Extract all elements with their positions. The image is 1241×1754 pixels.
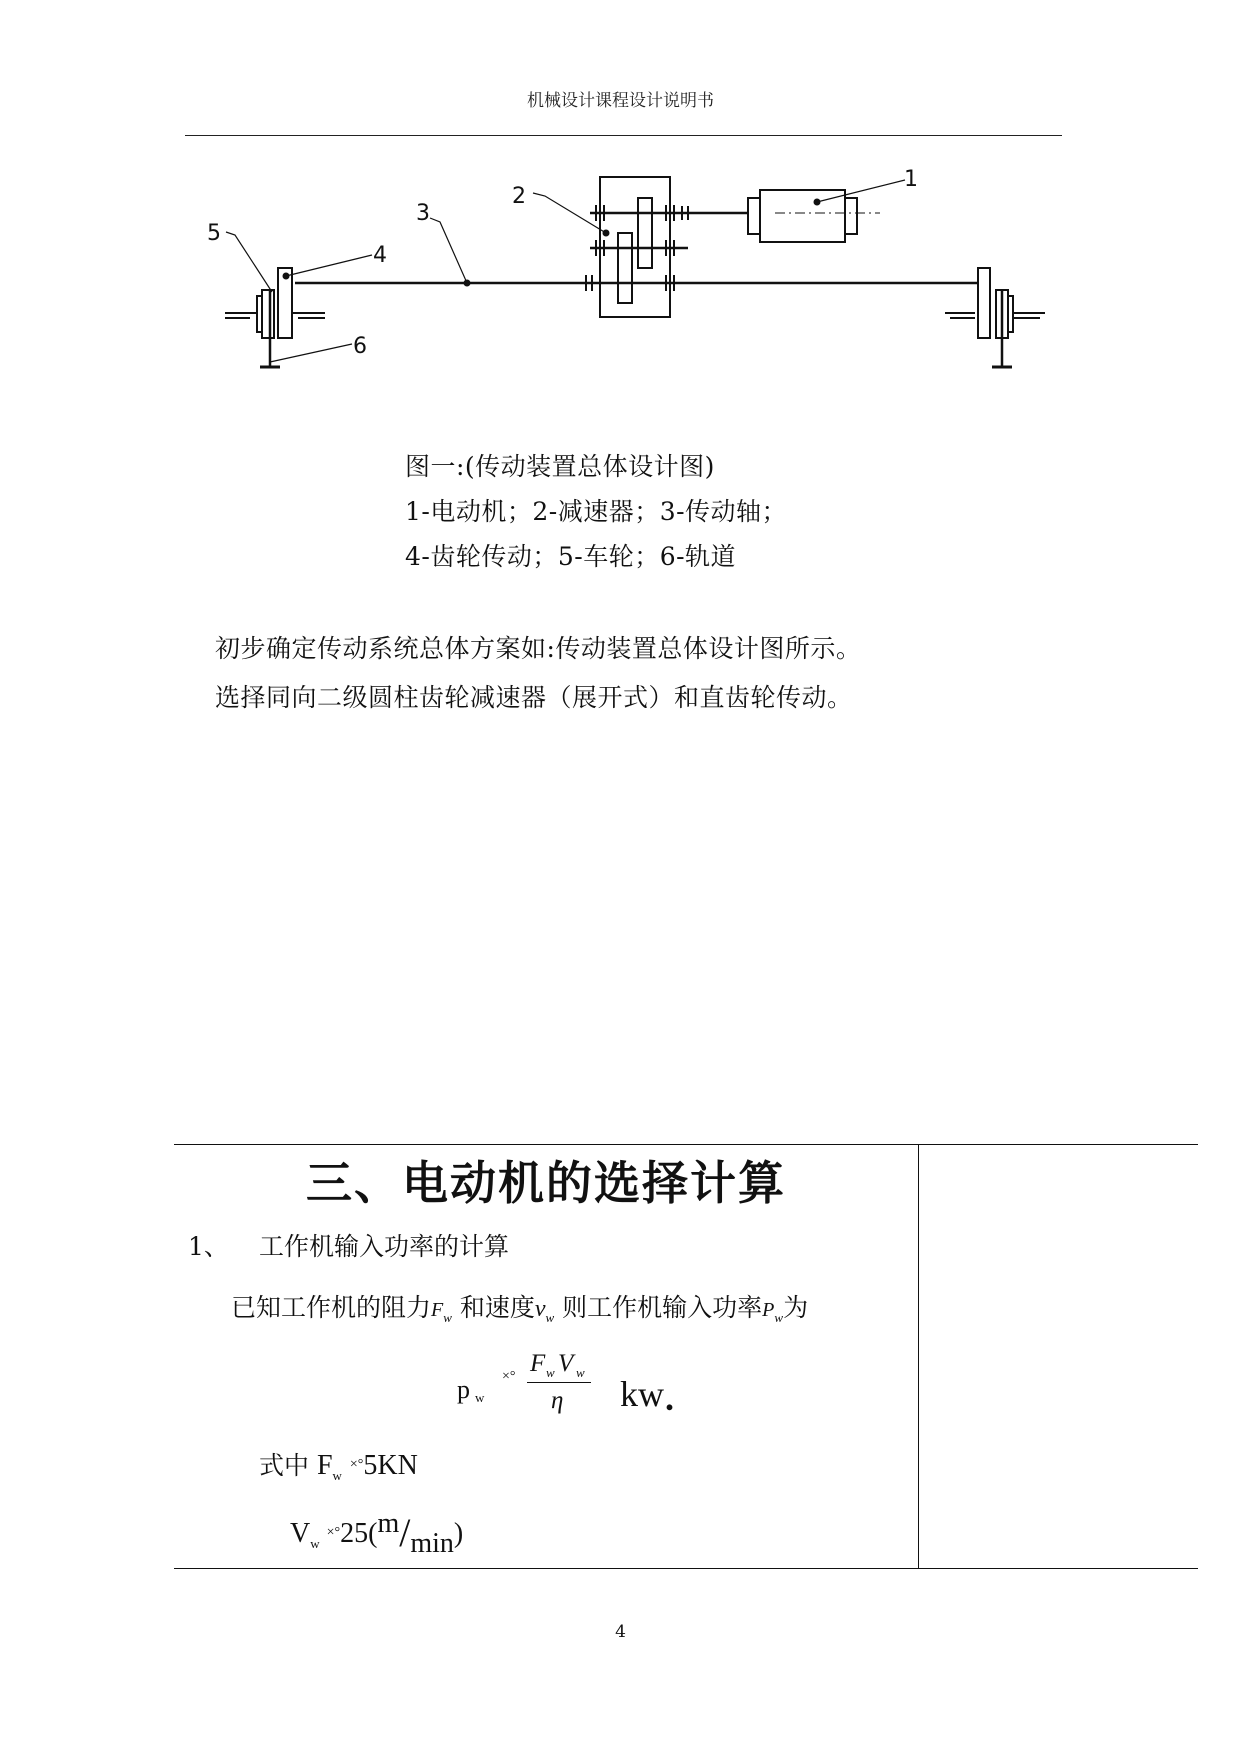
vw-unit-slash: / <box>399 1510 411 1555</box>
intro-text-a: 已知工作机的阻力 <box>231 1293 432 1322</box>
formula-num-V-sub: w <box>576 1365 585 1380</box>
document-header: 机械设计课程设计说明书 <box>527 91 714 111</box>
formula-num-F: F <box>530 1350 546 1377</box>
power-formula <box>455 1345 715 1425</box>
formula-end: . <box>665 1378 674 1418</box>
formula-eq: ×° <box>502 1369 516 1384</box>
where-vw-line <box>290 1505 464 1559</box>
fw-eq: ×° <box>349 1457 364 1472</box>
symbol-F: F <box>431 1299 444 1321</box>
label-1: 1 <box>904 167 918 192</box>
item-number: 1、 <box>188 1232 229 1261</box>
formula-denominator: η <box>551 1387 564 1414</box>
intro-sentence <box>231 1288 808 1324</box>
formula-fraction-bar <box>527 1382 591 1383</box>
vw-sub: w <box>310 1536 320 1551</box>
where-label: 式中 <box>259 1451 310 1480</box>
transmission-diagram <box>0 0 1241 400</box>
figure-caption-legend-2: 4-齿轮传动；5-车轮；6-轨道 <box>405 542 737 571</box>
formula-num-V: V <box>558 1350 574 1377</box>
symbol-v-sub: w <box>545 1310 555 1325</box>
symbol-P-sub: w <box>774 1310 784 1325</box>
intro-text-b: 和速度 <box>459 1293 535 1322</box>
vw-close: ) <box>453 1518 464 1549</box>
body-paragraph-1: 初步确定传动系统总体方案如:传动装置总体设计图所示。 <box>215 634 862 663</box>
formula-lhs-sub: w <box>475 1390 485 1405</box>
label-4: 4 <box>373 243 387 268</box>
intro-text-d: 为 <box>783 1293 809 1322</box>
fw-symbol: F <box>316 1450 333 1481</box>
intro-text-c: 则工作机输入功率 <box>562 1293 763 1322</box>
vw-eq: ×° <box>326 1525 341 1540</box>
motor-drawing <box>748 190 880 242</box>
page-number: 4 <box>615 1622 626 1642</box>
figure-caption-title: 图一:(传动装置总体设计图) <box>405 452 715 481</box>
fw-sub: w <box>332 1468 342 1483</box>
item-title: 工作机输入功率的计算 <box>259 1232 510 1261</box>
section-box-divider <box>918 1144 919 1568</box>
section-title: 三、电动机的选择计算 <box>306 1156 786 1210</box>
formula-num-F-sub: w <box>546 1365 555 1380</box>
vw-unit-den: min <box>410 1528 454 1559</box>
label-2: 2 <box>512 184 526 209</box>
vw-value: 25( <box>340 1518 378 1549</box>
label-5: 5 <box>207 221 221 246</box>
label-6: 6 <box>353 334 367 359</box>
symbol-v: v <box>534 1296 546 1322</box>
formula-lhs: p <box>457 1375 470 1404</box>
fw-value: 5KN <box>363 1450 418 1481</box>
figure-caption-legend-1: 1-电动机；2-减速器；3-传动轴； <box>405 497 788 526</box>
body-paragraph-2: 选择同向二级圆柱齿轮减速器（展开式）和直齿轮传动。 <box>215 683 853 712</box>
formula-unit: kw <box>620 1374 664 1414</box>
reducer-drawing <box>580 177 688 317</box>
label-3: 3 <box>416 201 430 226</box>
symbol-F-sub: w <box>443 1310 452 1325</box>
symbol-P: P <box>762 1299 775 1321</box>
vw-symbol: V <box>290 1518 311 1549</box>
where-fw-line <box>259 1446 418 1482</box>
vw-unit-num: m <box>377 1508 400 1539</box>
